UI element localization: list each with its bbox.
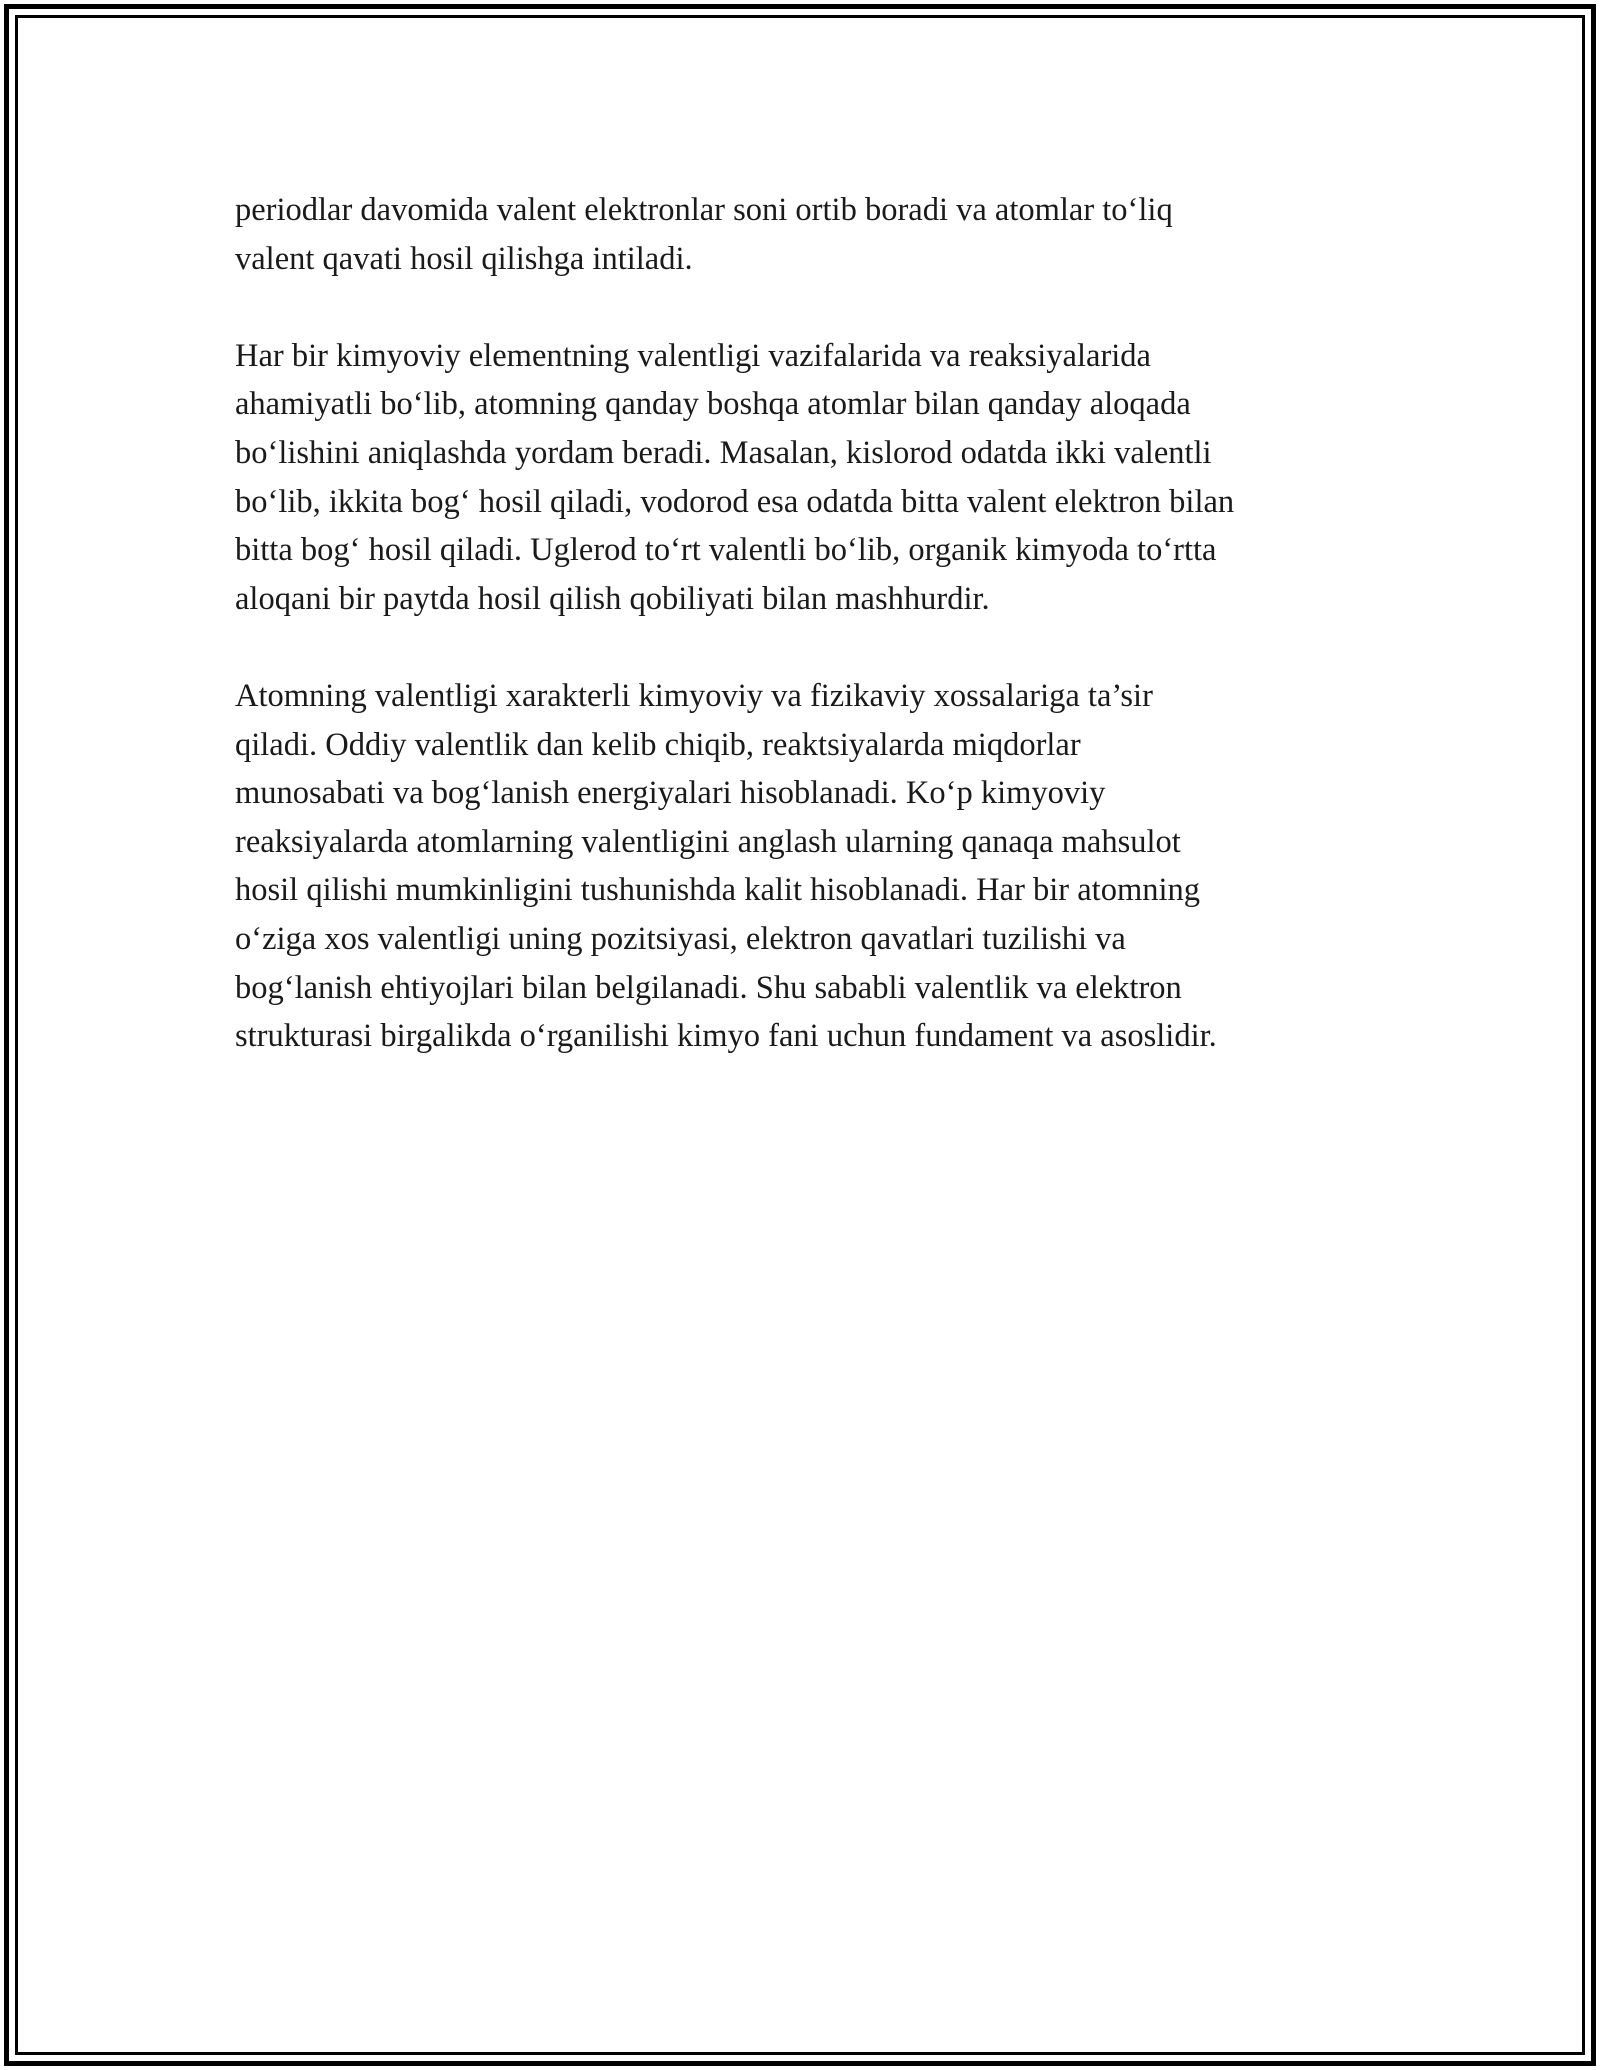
paragraph-line: bitta bog‘ hosil qiladi. Uglerod to‘rt valentli bo‘lib, organik kimyoda to‘rtta <box>235 532 1217 569</box>
paragraph-line: hosil qilishi mumkinligini tushunishda kalit hisoblanadi. Har bir atomning <box>235 872 1201 909</box>
paragraph-line: reaksiyalarda atomlarning valentligini anglash ularning qanaqa mahsulot <box>235 823 1181 860</box>
paragraph-line: munosabati va bog‘lanish energiyalari hisoblanadi. Ko‘p kimyoviy <box>235 775 1106 812</box>
paragraph-line: valent qavati hosil qilishga intiladi. <box>235 240 693 277</box>
paragraph-line: Atomning valentligi xarakterli kimyoviy va fizikaviy xossalariga ta’sir <box>235 677 1153 714</box>
paragraph-1 <box>235 186 1375 283</box>
paragraph-line: periodlar davomida valent elektronlar soni ortib boradi va atomlar to‘liq <box>235 192 1173 228</box>
paragraph-line: strukturasi birgalikda o‘rganilishi kimyo fani uchun fundament va asoslidir. <box>235 1018 1217 1055</box>
paragraph-line: o‘ziga xos valentligi uning pozitsiyasi, elektron qavatlari tuzilishi va <box>235 920 1126 957</box>
paragraph-line: qiladi. Oddiy valentlik dan kelib chiqib, reaktsiyalarda miqdorlar <box>235 726 1081 763</box>
paragraph-3 <box>235 672 1375 1061</box>
paragraph-line: ahamiyatli bo‘lib, atomning qanday boshqa atomlar bilan qanday aloqada <box>235 386 1191 423</box>
paragraph-line: bo‘lib, ikkita bog‘ hosil qiladi, vodorod esa odatda bitta valent elektron bilan <box>235 483 1235 520</box>
paragraph-line: bo‘lishini aniqlashda yordam beradi. Masalan, kislorod odatda ikki valentli <box>235 434 1212 471</box>
paragraph-2 <box>235 332 1375 624</box>
paragraph-line: Har bir kimyoviy elementning valentligi vazifalarida va reaksiyalarida <box>235 337 1151 374</box>
paragraph-line: aloqani bir paytda hosil qilish qobiliyati bilan mashhurdir. <box>235 580 990 617</box>
document-body <box>235 186 1375 1109</box>
paragraph-line: bog‘lanish ehtiyojlari bilan belgilanadi. Shu sababli valentlik va elektron <box>235 969 1182 1006</box>
